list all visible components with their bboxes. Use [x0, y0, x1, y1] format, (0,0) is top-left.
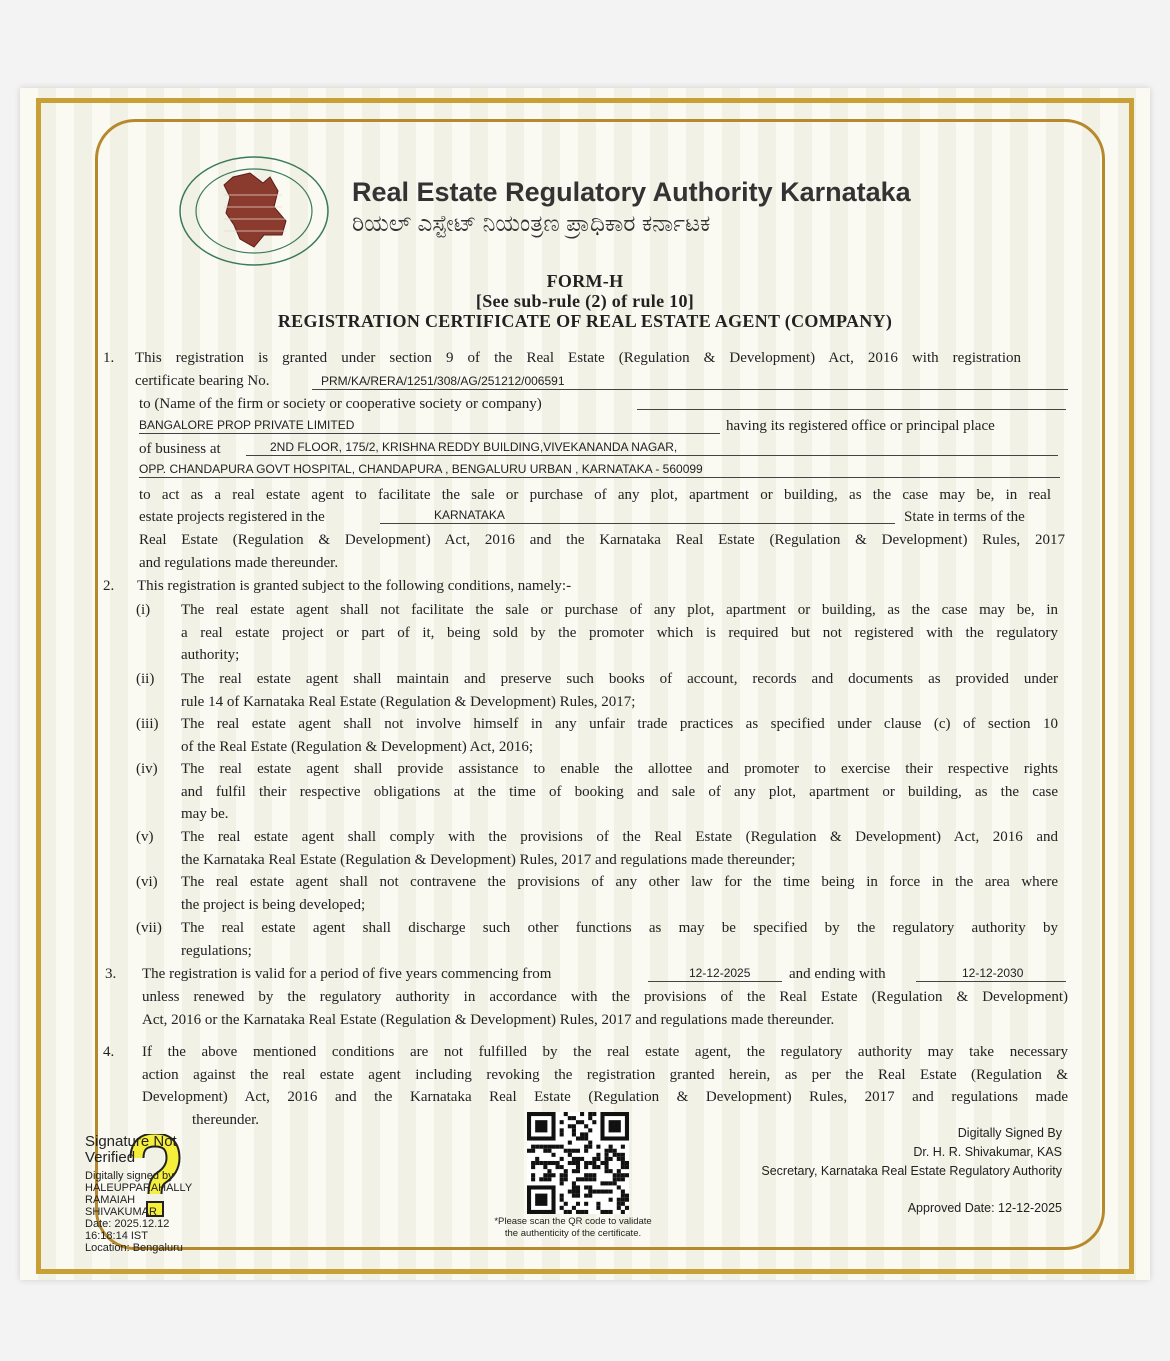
- qr-note: the authenticity of the certificate.: [504, 1228, 642, 1239]
- condition-line: The real estate agent shall not facilitate the sale or purchase of any plot, apartment or building, as the case may be, in: [181, 602, 1058, 618]
- condition-line: The real estate agent shall comply with the provisions of the Real Estate (Regulation & Development) Act, 2016 and: [181, 829, 1058, 845]
- signed-by-label: Digitally Signed By: [957, 1126, 1062, 1140]
- condition-line: The real estate agent shall provide assistance to enable the allottee and promoter to exercise their respective rights: [181, 761, 1058, 777]
- clause-3-line: The registration is valid for a period of five years commencing from: [142, 966, 552, 982]
- signatory-name: Dr. H. R. Shivakumar, KAS: [913, 1145, 1062, 1159]
- condition-line: regulations;: [181, 942, 252, 959]
- condition-number: (i): [136, 602, 151, 618]
- clause-1-line: and regulations made thereunder.: [139, 555, 339, 571]
- clause-1-number: 1.: [103, 350, 115, 366]
- condition-line: The real estate agent shall not contravene the provisions of any other law for the time being in force in the area where: [181, 874, 1058, 890]
- clause-4-line: thereunder.: [192, 1112, 260, 1129]
- condition-number: (iv): [136, 761, 158, 777]
- clause-1-line: estate projects registered in the: [139, 509, 325, 525]
- signature-details: [85, 1170, 225, 1254]
- clause-4-line: action against the real estate agent including revoking the registration granted herein, as per the Real Estate (Regulation &: [142, 1066, 1068, 1083]
- qr-note: *Please scan the QR code to validate: [494, 1216, 652, 1227]
- address-line-1: 2ND FLOOR, 175/2, KRISHNA REDDY BUILDING,VIVEKANANDA NAGAR,: [246, 440, 1058, 456]
- clause-1-line: to (Name of the firm or society or cooperative society or company): [139, 396, 542, 412]
- address-line-2: OPP. CHANDAPURA GOVT HOSPITAL, CHANDAPURA , BENGALURU URBAN , KARNATAKA - 560099: [139, 462, 1060, 478]
- condition-number: (iii): [136, 716, 159, 732]
- certificate-title: REGISTRATION CERTIFICATE OF REAL ESTATE AGENT (COMPANY): [277, 311, 893, 331]
- clause-2-number: 2.: [103, 578, 115, 594]
- clause-2-intro: This registration is granted subject to the following conditions, namely:-: [137, 578, 572, 594]
- clause-3-number: 3.: [105, 966, 117, 982]
- registration-number: PRM/KA/RERA/1251/308/AG/251212/006591: [312, 374, 1068, 390]
- signature-detail-line: SHIVAKUMAR: [85, 1206, 157, 1218]
- clause-1-line: State in terms of the: [904, 509, 1025, 525]
- condition-number: (ii): [136, 671, 155, 687]
- validity-start-date: 12-12-2025: [648, 966, 782, 982]
- condition-line: the project is being developed;: [181, 896, 366, 913]
- authority-title: Real Estate Regulatory Authority Karnataka: [352, 177, 911, 207]
- condition-line: The real estate agent shall maintain and preserve such books of account, records and documents as provided under: [181, 671, 1058, 687]
- signature-detail-line: Date: 2025.12.12: [85, 1218, 170, 1230]
- authority-title-kannada: ರಿಯಲ್ ಎಸ್ಟೇಟ್ ನಿಯಂತ್ರಣ ಪ್ರಾಧಿಕಾರ ಕರ್ನಾಟಕ: [352, 210, 711, 236]
- condition-number: (vi): [136, 874, 158, 890]
- condition-line: The real estate agent shall discharge such other functions as may be specified by the regulatory authority by: [181, 920, 1058, 936]
- condition-line: authority;: [181, 647, 240, 664]
- state-name: KARNATAKA: [380, 508, 895, 524]
- signature-detail-line: 16:18:14 IST: [85, 1230, 148, 1242]
- signature-validity-block: [85, 1134, 225, 1254]
- signature-detail-line: Location: Bengaluru: [85, 1242, 183, 1254]
- signature-detail-line: Digitally signed by: [85, 1170, 174, 1182]
- signatory-designation: Secretary, Karnataka Real Estate Regulatory Authority: [761, 1164, 1062, 1178]
- validity-end-date: 12-12-2030: [916, 966, 1066, 982]
- clause-3-line: Act, 2016 or the Karnataka Real Estate (Regulation & Development) Rules, 2017 and regulations made thereunder.: [142, 1012, 835, 1028]
- condition-line: and fulfil their respective obligations at the time of booking and sale of any plot, apartment or building, as the case: [181, 783, 1058, 800]
- form-rule: [See sub-rule (2) of rule 10]: [475, 291, 695, 311]
- condition-number: (v): [136, 829, 154, 845]
- clause-1-line: to act as a real estate agent to facilitate the sale or purchase of any plot, apartment or building, as the case may be, in real: [139, 487, 1051, 503]
- blank-line: [637, 395, 1066, 410]
- clause-1-line: This registration is granted under section 9 of the Real Estate (Regulation & Development) Act, 2016 with registration: [135, 350, 1021, 366]
- condition-line: rule 14 of Karnataka Real Estate (Regulation & Development) Rules, 2017;: [181, 693, 636, 710]
- clause-4-number: 4.: [103, 1044, 115, 1060]
- clause-4-line: If the above mentioned conditions are not fulfilled by the real estate agent, the regulatory authority may take necessary: [142, 1044, 1068, 1060]
- clause-3-line: unless renewed by the regulatory authority in accordance with the provisions of the Real Estate (Regulation & Development): [142, 989, 1068, 1005]
- clause-3-line: and ending with: [789, 966, 886, 982]
- condition-line: of the Real Estate (Regulation & Development) Act, 2016;: [181, 738, 533, 755]
- condition-line: the Karnataka Real Estate (Regulation & Development) Rules, 2017 and regulations made thereunder;: [181, 851, 796, 868]
- signature-detail-line: HALEUPPARAHALLY: [85, 1182, 193, 1194]
- condition-line: may be.: [181, 806, 229, 823]
- clause-1-line: Real Estate (Regulation & Development) Act, 2016 and the Karnataka Real Estate (Regulation & Development) Rules, 2017: [139, 532, 1065, 548]
- clause-1-line: having its registered office or principal place: [726, 418, 995, 434]
- signature-detail-line: RAMAIAH: [85, 1194, 136, 1206]
- condition-number: (vii): [136, 920, 162, 936]
- form-name: FORM-H: [546, 271, 624, 291]
- condition-line: The real estate agent shall not involve himself in any unfair trade practices as specified under clause (c) of section 10: [181, 716, 1058, 732]
- signature-status: Signature Not Verified: [85, 1133, 177, 1166]
- clause-1-line: certificate bearing No.: [135, 373, 270, 389]
- rera-seal-logo: [178, 155, 330, 267]
- clause-1-line: of business at: [139, 441, 221, 457]
- company-name: BANGALORE PROP PRIVATE LIMITED: [139, 418, 720, 434]
- approved-date: Approved Date: 12-12-2025: [907, 1201, 1062, 1215]
- clause-4-line: Development) Act, 2016 and the Karnataka Real Estate (Regulation & Development) Rules, 2017 and regulations made: [142, 1089, 1068, 1106]
- condition-line: a real estate project or part of it, being sold by the promoter which is required but not registered with the regulatory: [181, 624, 1058, 641]
